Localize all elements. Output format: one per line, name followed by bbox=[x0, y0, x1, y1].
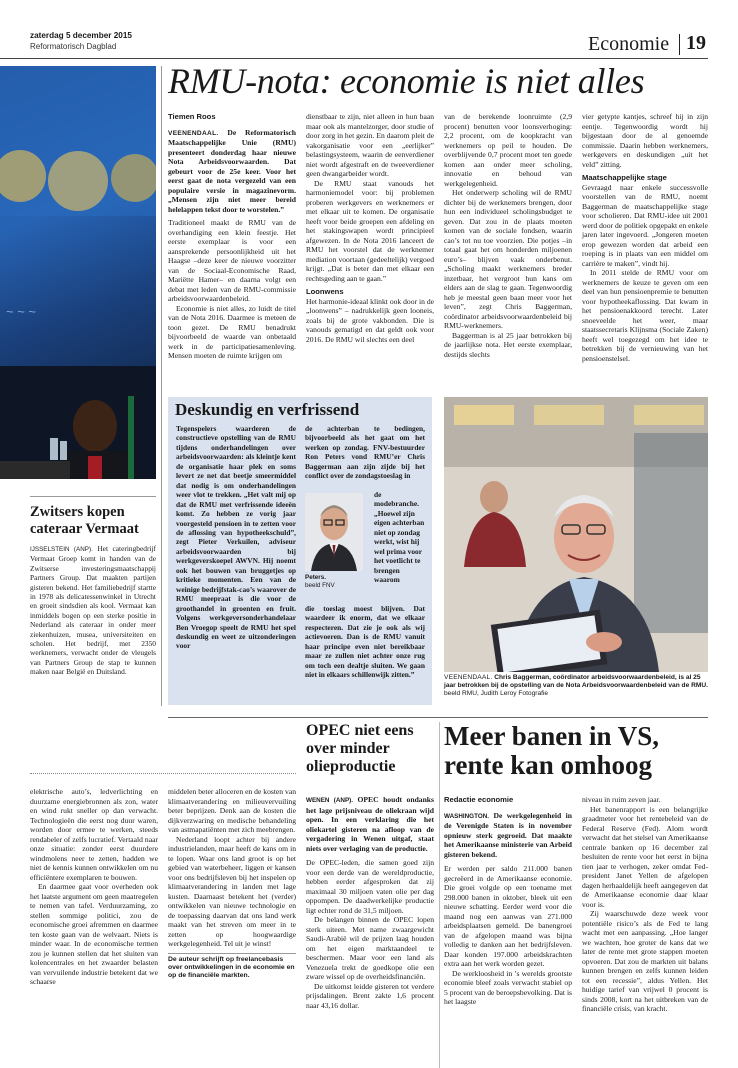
opec-para: De OPEC-leden, die samen goed zijn voor een derde van de wereldproductie, hebben eerder afgesproken dat zij maximaal 30 miljoen vaten olie per dag oppompen. De daadwerkelijke productie ligt echter rond de 31,5 miljoen. bbox=[306, 858, 434, 915]
peters-caption bbox=[305, 574, 335, 589]
zwitsers-body-text: Het cateringbedrijf Vermaat Groep komt in handen van de Zwitserse investeringsmaatschappij Partners Group. Dat maakten partijen gisteren bekend. Het familiebedrijf startte in 1978 als delicatessenwinkel in Utrecht en groeit sindsdien als kool. Vermaat kan inmiddels bogen op een sterke positie in Nederland als cateraar in onder meer ziekenhuizen, musea, universiteiten en scholen. Het bedrijf, met 2350 werknemers, verwacht onder de vleugels van Partners Group de stap te kunnen maken naar België en Duitsland. bbox=[30, 544, 156, 677]
baggerman-caption-text: Chris Baggerman, coördinator arbeidsvoorwaardenbeleid, is al 25 jaar betrokken bij de opstelling van de Nota Arbeidsvoorwaardenbeleid van de RMU. bbox=[444, 674, 708, 690]
main-article-lead bbox=[168, 128, 296, 215]
energie-para: middelen beter alloceren en de kosten van klimaatverandering en milieuvervuiling beter beprijzen. Denk aan de kosten die dijkverzwaring en medische behandeling van astmapatiënten met zich meebrengen. bbox=[168, 787, 296, 834]
energie-para: Nederland loopt achter bij andere industrielanden, maar heeft de kans om in te lopen. Waar ons land groot is op het gebied van waterbeheer, liggen er kansen voor ons bedrijfsleven bij het inspelen op klimaatverandering in landen met lage kusten. Daarnaast betekent het (verder) ontwikkelen van nieuwe technologie en de toepassing daarvan dat ons land werk maakt van het streven om meer in te zetten op hoogwaardige werkgelegenheid. Tel uit je winst! bbox=[168, 834, 296, 948]
vs-col2 bbox=[582, 795, 708, 1014]
zwitsers-top-rule bbox=[30, 496, 156, 497]
energie-footnote-rule bbox=[168, 953, 296, 954]
main-article-col4 bbox=[582, 112, 708, 363]
vs-para: niveau in ruim zeven jaar. bbox=[582, 795, 661, 804]
masthead-paper: Reformatorisch Dagblad bbox=[30, 42, 117, 51]
sidebar-col2-bottom-text: die toeslag moest blijven. Dat waardeer ik enorm, dat we elkaar respecteren. Dat zie je ook als wij actievoeren. Dan is de RMU vanuit haar principe even niet bereikbaar maar ze zullen niet achter onze rug om toch een dealtje sluiten. We gaan niet in elkaars schillenwijk zitten.” bbox=[305, 604, 425, 680]
baggerman-caption-dateline: VEENENDAAL. bbox=[444, 674, 493, 681]
loonwens-subhead: Loonwens bbox=[306, 287, 344, 296]
main-article-col1 bbox=[168, 112, 296, 361]
page-number: 19 bbox=[686, 32, 706, 54]
vs-col1 bbox=[444, 795, 572, 1007]
masthead-rule bbox=[0, 58, 708, 59]
opec-title: OPEC niet eens over minder olieproductie bbox=[306, 722, 414, 775]
sidebar-col2-top bbox=[305, 424, 425, 481]
opec-para: De uitkomst leidde gisteren tot verdere prijsdalingen. Brent zakte 1,6 procent naar 43,16 dollar. bbox=[306, 981, 434, 1010]
middle-rule bbox=[168, 717, 708, 718]
zwitsers-title: Zwitsers kopen cateraar Vermaat bbox=[30, 504, 139, 537]
main-article-para: Traditioneel maakt de RMU van de overhandiging een klein feestje. Het eerste exemplaar is voor een aansprekende persoonlijkheid uit het Haagse –deze keer de nieuwe voorzitter van de Sociaal-Economische Raad, Mariëtte Hamer– en daarna volgt een debat met leden van de RMU-commissie arbeidsvoorwaardenbeleid. bbox=[168, 218, 296, 303]
section-title: Economie bbox=[588, 33, 670, 55]
energie-para: elektrische auto’s, ledverlichting en duurzame energiebronnen als zon, water en wind rukt sneller op dan verwacht. Technologieën die eerst nog duur waren, worden door ermee te werken, steeds rendabeler of zelfs lucratief. Vertaald naar onze situatie: zonder eerst duurdere windmolens neer te zetten, hadden we niet de kennis kunnen ontwikkelen om nu efficiëntere exemplaren te bouwen. bbox=[30, 787, 158, 882]
main-article-para: Baggerman is al 25 jaar betrokken bij de jaarlijkse nota. Het eerste exemplaar, destijds slechts bbox=[444, 330, 572, 359]
masthead-date: zaterdag 5 december 2015 bbox=[30, 31, 132, 40]
peters-portrait bbox=[305, 493, 363, 571]
energie-col2 bbox=[168, 787, 296, 981]
vertical-rule-left bbox=[161, 66, 162, 706]
baggerman-photo-art bbox=[444, 397, 708, 672]
sidebar-col2-wrap-text: de modebranche. „Hoewel zijn eigen achterban niet op zondag werkt, wist hij wel prima voor het voetlicht te brengen waarom bbox=[374, 490, 425, 585]
sidebar-col2-bottom bbox=[305, 604, 425, 680]
svg-text:~ ~ ~: ~ ~ ~ bbox=[6, 304, 36, 319]
vertical-rule-opec bbox=[439, 722, 440, 1068]
baggerman-photo bbox=[444, 397, 708, 672]
stage-subhead: Maatschappelijke stage bbox=[582, 173, 667, 182]
zwitsers-body bbox=[30, 544, 156, 677]
vs-lead: De werkgelegenheid in de Verenigde Staten is in november opnieuw sterk gegroeid. Dat maakte het Amerikaanse ministerie van Arbeid gisteren bekend. bbox=[444, 810, 572, 859]
baggerman-caption-credit: beeld RMU, Judith Leroy Fotografie bbox=[444, 690, 549, 698]
main-article-dateline: VEENENDAAL. bbox=[168, 129, 219, 137]
vs-dateline: WASHINGTON. bbox=[444, 812, 490, 820]
vs-byline: Redactie economie bbox=[444, 795, 514, 804]
main-article-para: Het onderwerp scholing wil de RMU dichter bij de werknemers brengen, door hun een individueel scholingsbudget te geven. Dat zou in de plaats moeten komen van de sociale fondsen, waarin cao’s tot nu toe voorzien. Die potjes –in totaal gaat het om honderden miljoenen euro’s– blijven vaak onderbenut. „Scholing maakt werknemers breder inzetbaar, het vergroot hun kans om elders aan de slag te gaan. Tegenwoordig heb je meestal geen baan meer voor het leven”, zegt Chris Baggerman, coördinator arbeidsvoorwaardenbeleid bij RMU-werknemers. bbox=[444, 188, 572, 330]
main-article-para: Het harmonie-ideaal klinkt ook door in de „loonwens” – nadrukkelijk geen looneis, zoals bij de grote vakbonden. Die is vanouds gematigd en dat geldt ook voor 2016. De RMU wil slechts een deel bbox=[306, 296, 434, 344]
main-article-para: Economie is niet alles, zo luidt de titel van de Nota 2016. Daarmee is meteen de toon gezet. De RMU benadrukt bijvoorbeeld de waarde van onbetaald werk in de participatiesamenleving. Mensen moeten de ruimte krijgen om bbox=[168, 303, 296, 360]
main-article-para: In 2011 stelde de RMU voor om werknemers de keuze te geven om een deel van hun pensioenpremie te benutten voor hypotheekaflossing. Dat kwam in het pensioenakkoord terecht. Later snoeveelde het weer, maar staatssecretaris Klijnsma (Sociale Zaken) heeft wel toegezegd om het idee te betrekken bij de vernieuwing van het pensioenstelsel. bbox=[582, 268, 708, 363]
vs-title: Meer banen in VS, rente kan omhoog bbox=[444, 721, 660, 780]
opec-para: De belangen binnen de OPEC lopen sterk uiteen. Met name zwaargewicht Saudi-Arabië wil de prijzen laag houden om het eigen marktaandeel te beschermen. Maar voor een land als Venezuela trekt de goedkope olie een zware wissel op de overheidsfinanciën. bbox=[306, 915, 434, 981]
sidebar-col2-wrap bbox=[374, 490, 425, 585]
energie-para: En daarmee gaat voor overheden ook het laatste argument om geen maatregelen te nemen van tafel. Verduurzaming, zo stellen sommige politici, zou de economische groei afremmen en daarmee ten koste gaan van de welvaart. Niets is minder waar. In de economische termen zou je kunnen stellen dat het sluiten van kolencentrales en het zwaarder belasten van vervuilende industrie betekent dat we schaarse bbox=[30, 882, 158, 986]
baggerman-caption bbox=[444, 674, 708, 699]
vs-para: Zij waarschuwde deze week voor potentiële risico’s als de Fed te lang wacht met een aanpassing. „Hoe langer we wachten, hoe groter de kans dat we later de rente met grote stappen moeten opvoeren. Dat zou de markten uit balans kunnen brengen en zelfs kunnen leiden tot een recessie”, aldus Yellen. Het huidige tarief van vrijwel 0 procent is sinds 2008, kort na het uitbreken van de financiële crisis, van kracht. bbox=[582, 909, 708, 1013]
sidebar-col1 bbox=[176, 424, 296, 651]
zwitsers-dateline: IJSSELSTEIN (ANP). bbox=[30, 546, 93, 553]
peters-caption-name: Peters. bbox=[305, 574, 327, 581]
main-article-col2 bbox=[306, 112, 434, 344]
energie-footnote: De auteur schrijft op freelancebasis over ontwikkelingen in de economie en op de financiële markten. bbox=[168, 955, 295, 980]
section-divider bbox=[679, 34, 680, 55]
main-article-para: De RMU staat vanouds het harmoniemodel voor: bij problemen proberen werkgevers en werknemers er met elkaar uit te komen. De organisatie heeft voor beide groepen een afdeling en het stakingswapen wordt principieel afgewezen. In de Nota 2016 lanceert de RMU het voorstel dat de werknemer mediation voortaan (gedeeltelijk) vergoed krijgt. „Dat is beter dan met elkaar een rechtsgeding aan te gaan.” bbox=[306, 178, 434, 283]
main-article-title: RMU-nota: economie is niet alles bbox=[168, 61, 645, 101]
sidebar-title: Deskundig en verfrissend bbox=[175, 400, 360, 419]
main-article-para: vier getypte kantjes, schreef hij in zijn eentje. Tegenwoordig wordt hij bijgestaan door de al genoemde commissie. Daarin hebben werknemers, werkgevers en deskundigen „uit het veld” zitting. bbox=[582, 112, 708, 169]
main-article-para: van de berekende loonruimte (2,9 procent) benutten voor loonsverhoging: 2,2 procent, om de koopkracht van werknemers op peil te houden. De overblijvende 0,7 procent moet ten goede komen aan onder meer scholing, innovatie en behoud van werkgelegenheid. bbox=[444, 112, 572, 188]
main-article-col3 bbox=[444, 112, 572, 359]
vs-para: Het banenrapport is een belangrijke graadmeter voor het rentebeleid van de Federal Reserve (Fed). Alom wordt verwacht dat het stelsel van Amerikaanse centrale banken op 16 december zal besluiten de rente voor het eerst in bijna tien jaar te verhogen, zeker omdat Fed-president Janet Yellen de afgelopen dagen herhaaldelijk heeft aangegeven dat de Amerikaanse economie daar klaar voor is. bbox=[582, 804, 708, 909]
peters-caption-credit: beeld FNV bbox=[305, 581, 335, 589]
opec-dateline: WENEN (ANP). bbox=[306, 797, 354, 804]
conference-photo bbox=[0, 66, 156, 479]
peters-portrait-art bbox=[305, 493, 363, 571]
lower-left-dotted-rule bbox=[30, 773, 296, 774]
main-article-para: dienstbaar te zijn, niet alleen in hun baan maar ook als mantelzorger, door studie of door zorg in het gezin. En daarom pleit de vakorganisatie voor een „eerlijker” belastingsysteem, waarin de eenverdiener niet wordt afgestraft en de tweeverdiener geen dwangarbeider wordt. bbox=[306, 112, 434, 178]
sidebar-col2-top-text: de achterban te bedingen, bijvoorbeeld als het gaat om het werken op zondag. FNV-bestuurder Ron Peters vond RMU’er Chris Baggerman aan zijn zijde bij het conflict over de zondagstoeslag in bbox=[305, 424, 425, 481]
energie-col1 bbox=[30, 787, 158, 987]
vs-para: Er werden per saldo 211.000 banen gecreëerd in de Amerikaanse economie. Die groei volgde op een toename met 298.000 banen in oktober, bleek uit een nieuwe schatting. Eerder werd voor die maand nog een aanwas van 271.000 arbeidsplaatsen gemeld. De banengroei van de afgelopen maand was bijna volledig te danken aan het bedrijfsleven. Daar konden 197.000 arbeidskrachten extra aan het werk worden gezet. bbox=[444, 864, 572, 968]
main-article-para: Gevraagd naar enkele successvolle voorstellen van de RMU, noemt Baggerman de maatschappelijke stage voor scholieren. Dat RMU-idee uit 2001 werd door de politiek opgepakt en enkele jaren later ingevoerd. „Jongeren moeten erop gewezen worden dat arbeid een roeping is in plaats van een middel om carrière te maken”, vindt hij. bbox=[582, 182, 708, 268]
vs-para: De werkloosheid in ’s werelds grootste economie bleef zoals verwacht stabiel op 5 procent van de beroepsbevolking. Dat is het laagste bbox=[444, 968, 573, 1006]
main-article-lead-text: De Reformatorisch Maatschappelijke Unie (RMU) presenteert donderdag haar nieuwe Nota Arbeidsvoorwaarden. Dat gebeurt voor de 25e keer. Voor het eerst gaat de nota vergezeld van een populaire versie in magazinevorm. „Mensen zijn niet meer bereid helelappen tekst door te worstelen.” bbox=[168, 127, 296, 214]
sidebar-col1-text: Tegenspelers waarderen de constructieve opstelling van de RMU tijdens onderhandelingen over arbeidsvoorwaarden: als kleintje kent de organisatie haar plek en soms levert ze net dat beetje smeermiddel dat nodig is om onderhandelingen weer vlot te trekken. „Het valt mij op dat de RMU met verfrissende ideeën komt. Zo hebben ze vorig jaar voorgesteld pensioen in te zetten voor de aflossing van hypotheekschuld”, zegt Pieter Verkuilen, adviseur arbeidsvoorwaarden bij werkgeverskoepel AWVN. Hij noemt ook het bouwen van bruggetjes op kritieke momenten. Een van de weinige bedrijfstak-cao’s waarover de RMU meepraat is die voor de groothandel in groenten en fruit. Volgens werkgeversonderhandelaar Ben Vroegop speelt de RMU het spel deskundig en weet ze uitzonderingen voor bbox=[176, 424, 296, 651]
opec-lead: OPEC houdt ondanks het lage prijsniveau de oliekraan wijd open. In een verklaring die het oliekartel gisteren na afloop van de vergadering in Wenen uitgaf, staat niets over verlaging van de productie. bbox=[306, 795, 434, 853]
conference-photo-art bbox=[0, 66, 156, 479]
main-article-author: Tiemen Roos bbox=[168, 112, 216, 121]
opec-body bbox=[306, 795, 434, 1010]
